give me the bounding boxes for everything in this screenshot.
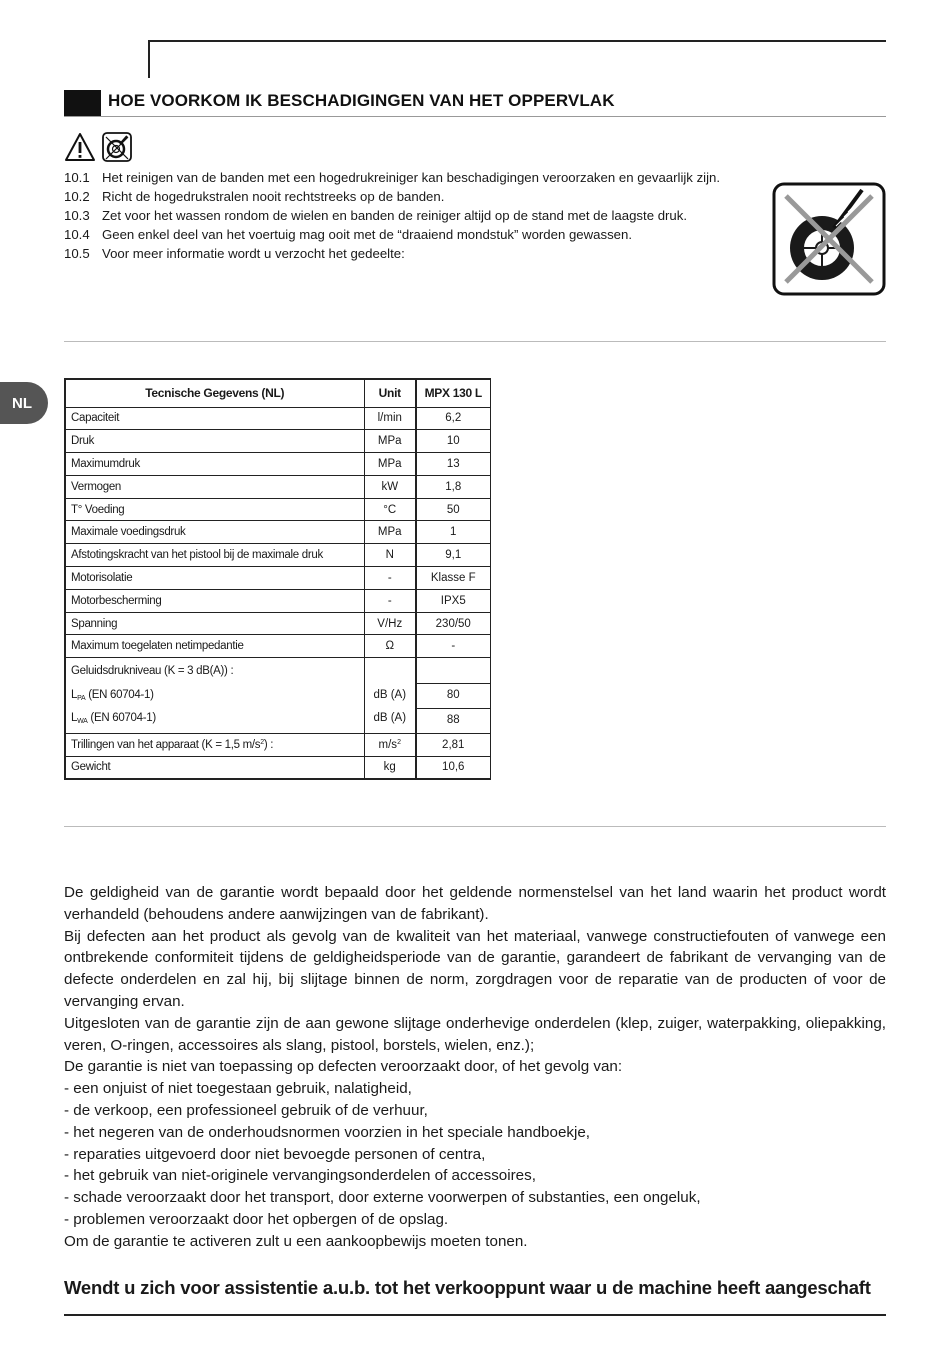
instruction-list [64,168,774,263]
instruction-item: 10.1 Het reinigen van de banden met een hogedrukreiniger kan beschadigingen veroorzaken en gevaarlijk zijn. [64,170,721,185]
warranty-exclusion-list [64,1078,886,1231]
table-row-noise [65,658,490,734]
lwa-unit: dB (A) [373,712,407,725]
table-row: Druk MPa 10 [65,430,490,453]
warning-triangle-icon [64,132,96,162]
warranty-paragraph: De garantie is niet van toepassing op defecten veroorzaakt door, of het gevolg van: [64,1058,623,1076]
warranty-paragraph: Om de garantie te activeren zult u een aankoopbewijs moeten tonen. [64,1232,528,1250]
column-header: Tecnische Gegevens (NL) [65,379,364,407]
list-item: - problemen veroorzaakt door het opbergen of de opslag. [64,1210,449,1228]
instruction-item: 10.3 Zet voor het wassen rondom de wielen en banden de reiniger altijd op de stand met de laagste druk. [64,208,688,223]
divider [64,826,886,827]
table-row: Maximale voedingsdruk MPa 1 [65,521,490,544]
lwa-label: $L_{WA}$ (EN 60704-1) [71,712,156,726]
top-frame-line [148,40,886,42]
warranty-text [64,882,886,1253]
table-row: Maximumdruk MPa 13 [65,453,490,476]
language-tab: NL [0,382,48,424]
table-row: Afstotingskracht van het pistool bij de maximale druk N 9,1 [65,544,490,567]
warranty-paragraph: De geldigheid van de garantie wordt bepaald door het geldende normenstelsel van het land waarin het product wordt verhandeld (behoudens andere aanwijzingen van de fabrikant). [64,884,886,923]
table-row: T° Voeding °C 50 [65,498,490,521]
assistance-notice: Wendt u zich voor assistentie a.u.b. tot het verkooppunt waar u de machine heeft aangeschaft [64,1277,871,1298]
column-header: Unit [364,379,416,407]
lpa-value: 80 [417,684,490,709]
no-tire-wash-picture [772,182,886,296]
warranty-paragraph: Uitgesloten van de garantie zijn de aan gewone slijtage onderhevige onderdelen (klep, zuiger, waterpakking, oliepakking, veren, O-ringen, accessoires als slang, pistool, borstels, wielen, enz.); [64,1014,886,1054]
table-row: Trillingen van het apparaat (K = 1,5 $m/s^2$) : $m/s^2$ 2,81 [65,733,490,756]
lwa-value: 88 [446,713,460,726]
list-item: - reparaties uitgevoerd door niet bevoegde personen of centra, [64,1145,486,1163]
instruction-item: 10.2 Richt de hogedrukstralen nooit rechtstreeks op de banden. [64,189,445,204]
noise-label: Geluidsdrukniveau (K = 3 dB(A)) : [71,665,234,678]
warranty-paragraph: Bij defecten aan het product als gevolg van de kwaliteit van het materiaal, vanwege constructiefouten of vanwege een ontbrekende conformiteit tijdens de geldigheidsperiode van de garantie, garandeert de fabrikant de vervanging van de defecte onderdelen en zal hij, bij slijtage binnen de norm, zorgdragen voor de reparatie van de producten of voor de vervanging ervan. [64,927,886,1010]
list-item: - het gebruik van niet-originele vervangingsonderdelen of accessoires, [64,1167,536,1185]
table-row: Spanning V/Hz 230/50 [65,612,490,635]
table-row: Motorisolatie - Klasse F [65,567,490,590]
list-item: - het negeren van de onderhoudsnormen voorzien in het speciale handboekje, [64,1123,591,1141]
list-item: - schade veroorzaakt door het transport, door externe voorwerpen of substanties, een ongeluk, [64,1189,701,1207]
table-row: Vermogen kW 1,8 [65,475,490,498]
instruction-item: 10.4 Geen enkel deel van het voertuig mag ooit met de “draaiend mondstuk” worden gewassen. [64,227,633,242]
spec-table [64,378,491,780]
bottom-rule [64,1314,886,1316]
list-item: - de verkoop, een professioneel gebruik of de verhuur, [64,1101,428,1119]
table-row: Gewicht kg 10,6 [65,756,490,779]
instruction-item: 10.5 Voor meer informatie wordt u verzocht het gedeelte: [64,246,405,261]
heading-divider [64,116,886,117]
table-row: Capaciteit l/min 6,2 [65,407,490,430]
table-header-row [65,379,490,407]
lpa-label: $L_{PA}$ (EN 60704-1) [71,688,154,702]
table-row: Maximum toegelaten netimpedantie Ω - [65,635,490,658]
lpa-unit: dB (A) [373,688,407,701]
no-tire-wash-icon [102,132,132,162]
section-title: HOE VOORKOM IK BESCHADIGINGEN VAN HET OPPERVLAK [108,91,615,110]
top-frame-vertical-line [148,40,150,78]
divider [64,341,886,342]
column-header: MPX 130 L [416,379,490,407]
table-row: Motorbescherming - IPX5 [65,589,490,612]
section-marker [64,90,101,116]
list-item: - een onjuist of niet toegestaan gebruik, nalatigheid, [64,1080,412,1098]
